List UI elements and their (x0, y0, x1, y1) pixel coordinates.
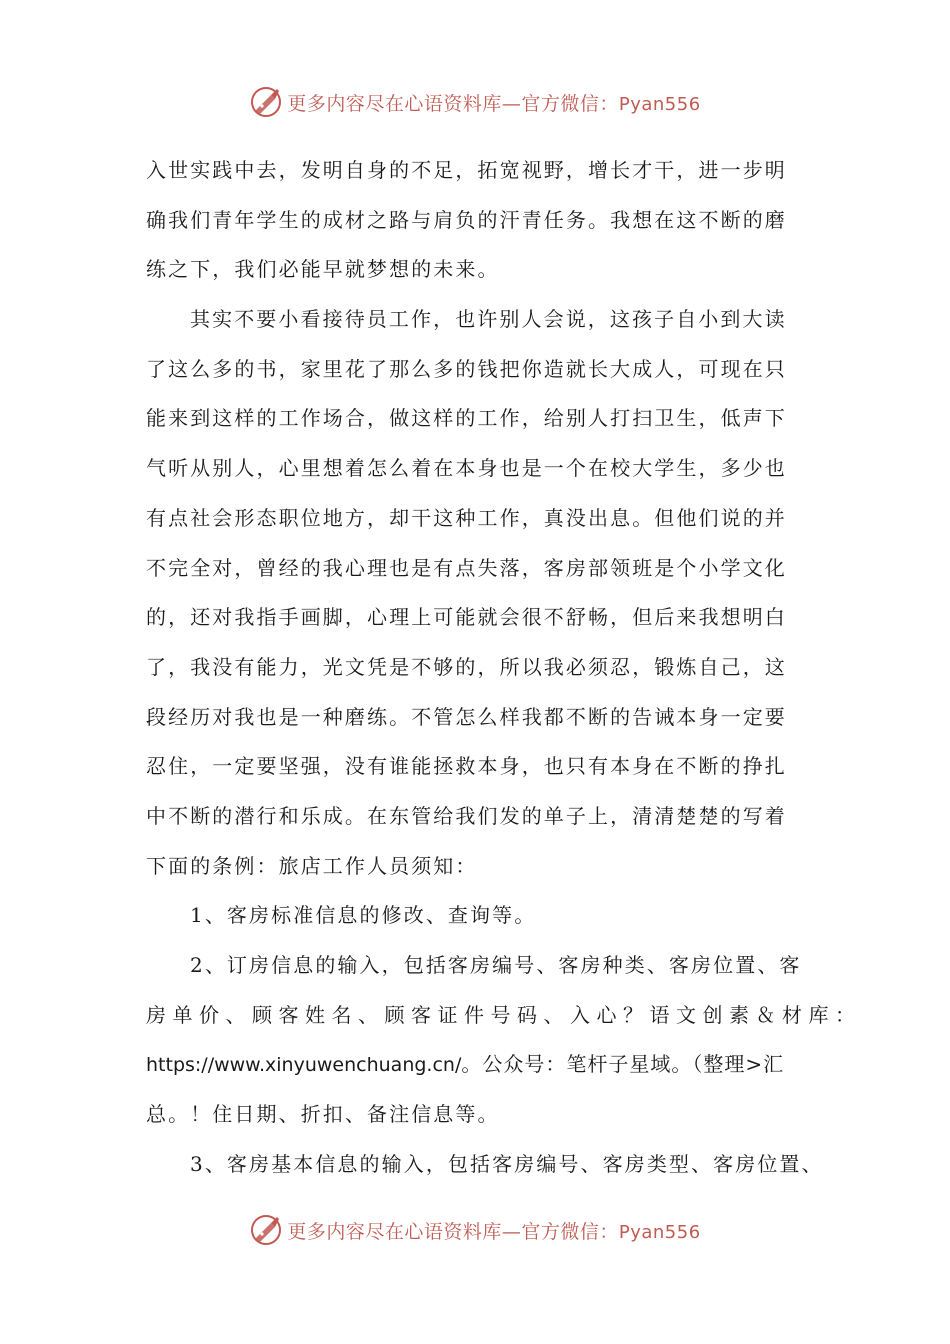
document-body (146, 146, 862, 1189)
list-item: 2、订房信息的输入，包括客房编号、客房种类、客房位置、客 (190, 953, 802, 977)
footer-watermark-banner (0, 1210, 950, 1250)
body-line: 练之下，我们必能早就梦想的未来。 (146, 257, 500, 282)
body-line: 不完全对，曾经的我心理也是有点失落，客房部领班是个小学文化 (146, 555, 787, 580)
url-line-text: 。公众号：笔杆子星域。（整理>汇 (461, 1052, 785, 1077)
source-url-link[interactable]: https://www.xinyuwenchuang.cn/ (146, 1054, 462, 1077)
pen-nib-logo-icon (249, 1213, 283, 1247)
footer-banner-text: 更多内容尽在心语资料库—官方微信：Pyan556 (287, 1220, 701, 1243)
body-line: 有点社会形态职位地方，却干这种工作，真没出息。但他们说的并 (146, 505, 787, 530)
body-line: 入世实践中去，发明自身的不足，拓宽视野，增长才干，进一步明 (146, 158, 787, 182)
pen-nib-logo-icon (249, 85, 283, 119)
body-line: 段经历对我也是一种磨练。不管怎么样我都不断的告诫本身一定要 (146, 704, 787, 729)
body-line: 下面的条例：旅店工作人员须知： (146, 853, 478, 878)
header-banner-wechat-id: Pyan556 (618, 93, 701, 115)
header-banner-text: 更多内容尽在心语资料库—官方微信：Pyan556 (287, 92, 701, 115)
body-line: 其实不要小看接待员工作，也许别人会说，这孩子自小到大读 (190, 307, 787, 332)
list-item: 3、客房基本信息的输入，包括客房编号、客房类型、客房位置、 (190, 1151, 824, 1176)
footer-banner-wechat-id: Pyan556 (618, 1221, 701, 1243)
body-line: 能来到这样的工作场合，做这样的工作，给别人打扫卫生，低声下 (146, 406, 787, 431)
body-line: 忍住，一定要坚强，没有谁能拯救本身，也只有本身在不断的挣扎 (146, 754, 787, 779)
body-line: 气听从别人，心里想着怎么着在本身也是一个在校大学生，多少也 (146, 456, 787, 481)
body-line: 了，我没有能力，光文凭是不够的，所以我必须忍，锻炼自己，这 (146, 654, 787, 679)
body-line: 房单价、顾客姓名、顾客证件号码、入心？语文创素＆材库： (146, 1002, 862, 1027)
body-line: 中不断的潜行和乐成。在东管给我们发的单子上，清清楚楚的写着 (146, 803, 787, 828)
list-item: 1、客房标准信息的修改、查询等。 (190, 903, 537, 928)
body-line: 总。！住日期、折扣、备注信息等。 (146, 1102, 500, 1127)
url-line (146, 1040, 810, 1090)
body-line: 了这么多的书，家里花了那么多的钱把你造就长大成人，可现在只 (146, 356, 787, 381)
body-line: 确我们青年学生的成材之路与肩负的汗青任务。我想在这不断的磨 (146, 207, 787, 232)
header-watermark-banner (0, 82, 950, 122)
body-line: 的，还对我指手画脚，心理上可能就会很不舒畅，但后来我想明白 (146, 605, 787, 630)
